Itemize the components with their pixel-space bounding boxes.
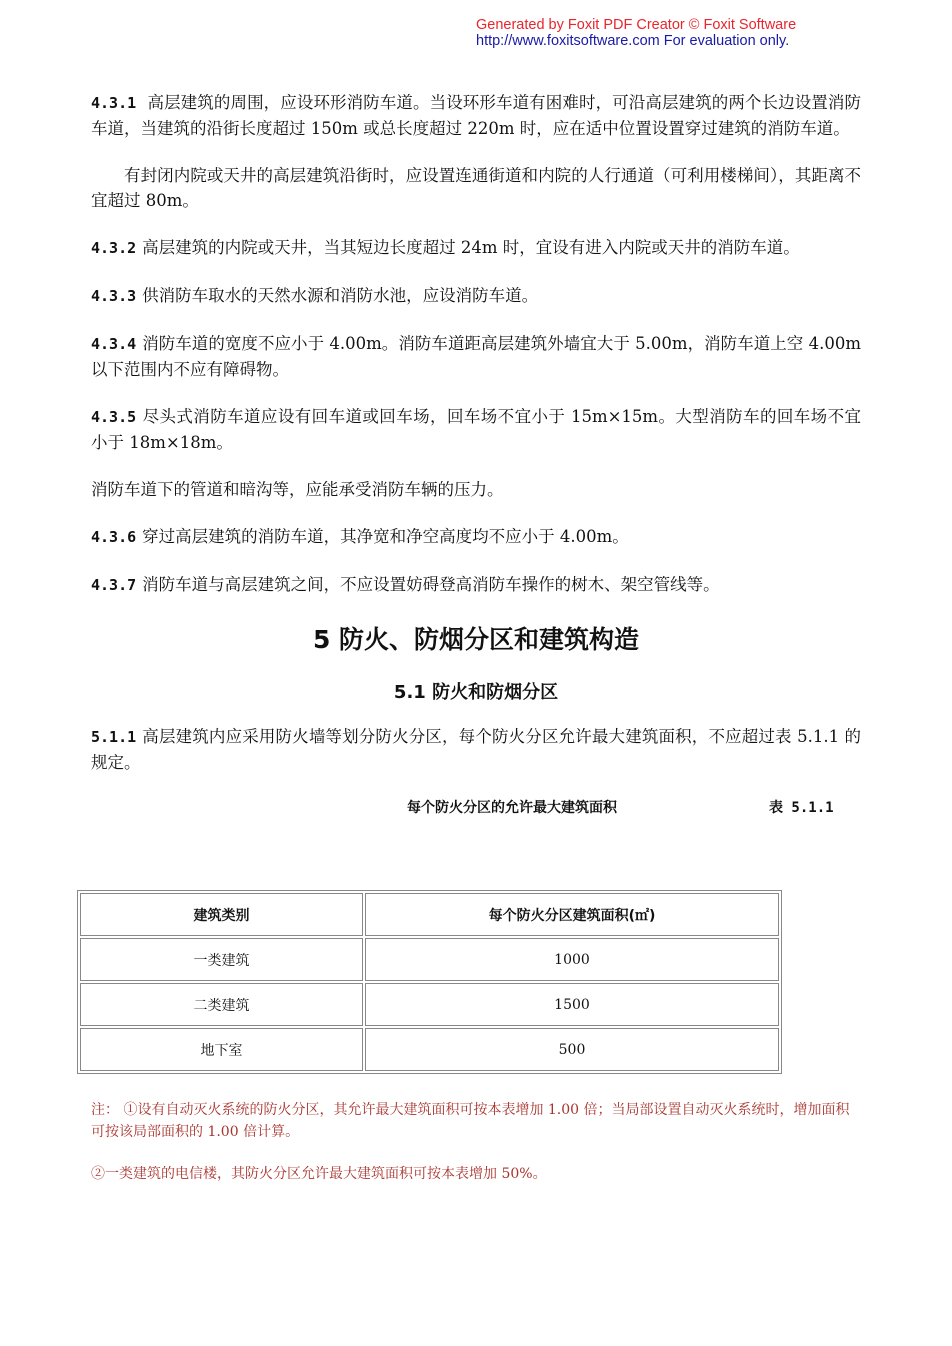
- note-1: 注： ①设有自动灭火系统的防火分区，其允许最大建筑面积可按本表增加 1.00 倍；当局部设置自动灭火系统时，增加面积可按该局部面积的 1.00 倍计算。: [91, 1102, 850, 1140]
- clause-4-3-6: [91, 524, 861, 550]
- watermark-line-1: Generated by Foxit PDF Creator © Foxit Software: [476, 17, 797, 33]
- table-row: [80, 983, 779, 1026]
- clause-text: 尽头式消防车道应设有回车道或回车场，回车场不宜小于 15m×15m。大型消防车的回车场不宜小于 18m×18m。: [91, 407, 861, 452]
- clause-number: 4.3.3: [91, 287, 137, 305]
- clause-4-3-5-continued: [91, 477, 861, 502]
- clause-text: 供消防车取水的天然水源和消防水池，应设消防车道。: [142, 286, 539, 305]
- clause-text: 高层建筑的内院或天井，当其短边长度超过 24m 时，宜设有进入内院或天井的消防车道。: [142, 238, 800, 257]
- clause-number: 4.3.5: [91, 408, 137, 426]
- table-row: [80, 938, 779, 981]
- clause-number: 4.3.6: [91, 528, 137, 546]
- clause-4-3-5: [91, 404, 861, 455]
- section-heading: 5.1 防火和防烟分区: [393, 682, 559, 703]
- clause-text: 高层建筑内应采用防火墙等划分防火分区，每个防火分区允许最大建筑面积，不应超过表 5.1.1 的规定。: [91, 727, 861, 772]
- table-title: 每个防火分区的允许最大建筑面积: [407, 800, 617, 816]
- table-row: [80, 1028, 779, 1071]
- chapter-heading: 5 防火、防烟分区和建筑构造: [312, 625, 640, 654]
- cell-category: 地下室: [80, 1028, 363, 1071]
- table-notes: [91, 1099, 861, 1205]
- clause-4-3-7: [91, 572, 861, 598]
- table-header-row: [80, 893, 779, 936]
- clause-text: 消防车道的宽度不应小于 4.00m。消防车道距高层建筑外墙宜大于 5.00m，消防车道上空 4.00m 以下范围内不应有障碍物。: [91, 334, 861, 379]
- fire-compartment-table: [77, 890, 782, 1074]
- cell-area: 1500: [365, 983, 779, 1026]
- clause-5-1-1: [91, 724, 861, 775]
- clause-text: 高层建筑的周围，应设环形消防车道。当设环形车道有困难时，可沿高层建筑的两个长边设置消防车道，当建筑的沿街长度超过 150m 或总长度超过 220m 时，应在适中位置设置穿过建筑的消防车道。: [91, 93, 861, 138]
- table-number: 表 5.1.1: [769, 800, 834, 816]
- document-body: [91, 90, 861, 827]
- clause-number: 4.3.2: [91, 239, 137, 257]
- clause-4-3-2: [91, 235, 861, 261]
- header-building-category: 建筑类别: [80, 893, 363, 936]
- cell-category: 一类建筑: [80, 938, 363, 981]
- clause-number: 5.1.1: [91, 728, 137, 746]
- cell-area: 1000: [365, 938, 779, 981]
- clause-number: 4.3.7: [91, 576, 137, 594]
- clause-text: 消防车道下的管道和暗沟等，应能承受消防车辆的压力。: [91, 480, 504, 499]
- clause-text: 穿过高层建筑的消防车道，其净宽和净空高度均不应小于 4.00m。: [142, 527, 629, 546]
- note-2: ②一类建筑的电信楼，其防火分区允许最大建筑面积可按本表增加 50%。: [91, 1166, 547, 1182]
- cell-category: 二类建筑: [80, 983, 363, 1026]
- clause-4-3-1: [91, 90, 861, 141]
- header-area: 每个防火分区建筑面积(㎡): [365, 893, 779, 936]
- clause-4-3-1-continued: [91, 163, 861, 213]
- clause-number: 4.3.4: [91, 335, 137, 353]
- cell-area: 500: [365, 1028, 779, 1071]
- clause-number: 4.3.1: [91, 94, 137, 112]
- clause-text: 有封闭内院或天井的高层建筑沿街时，应设置连通街道和内院的人行通道（可利用楼梯间），其距离不宜超过 80m。: [91, 166, 861, 210]
- foxit-watermark: [476, 17, 896, 49]
- clause-text: 消防车道与高层建筑之间，不应设置妨碍登高消防车操作的树木、架空管线等。: [142, 575, 720, 594]
- table-caption: [91, 797, 861, 827]
- watermark-line-2: http://www.foxitsoftware.com For evaluation only.: [476, 33, 790, 49]
- clause-4-3-3: [91, 283, 861, 309]
- clause-4-3-4: [91, 331, 861, 382]
